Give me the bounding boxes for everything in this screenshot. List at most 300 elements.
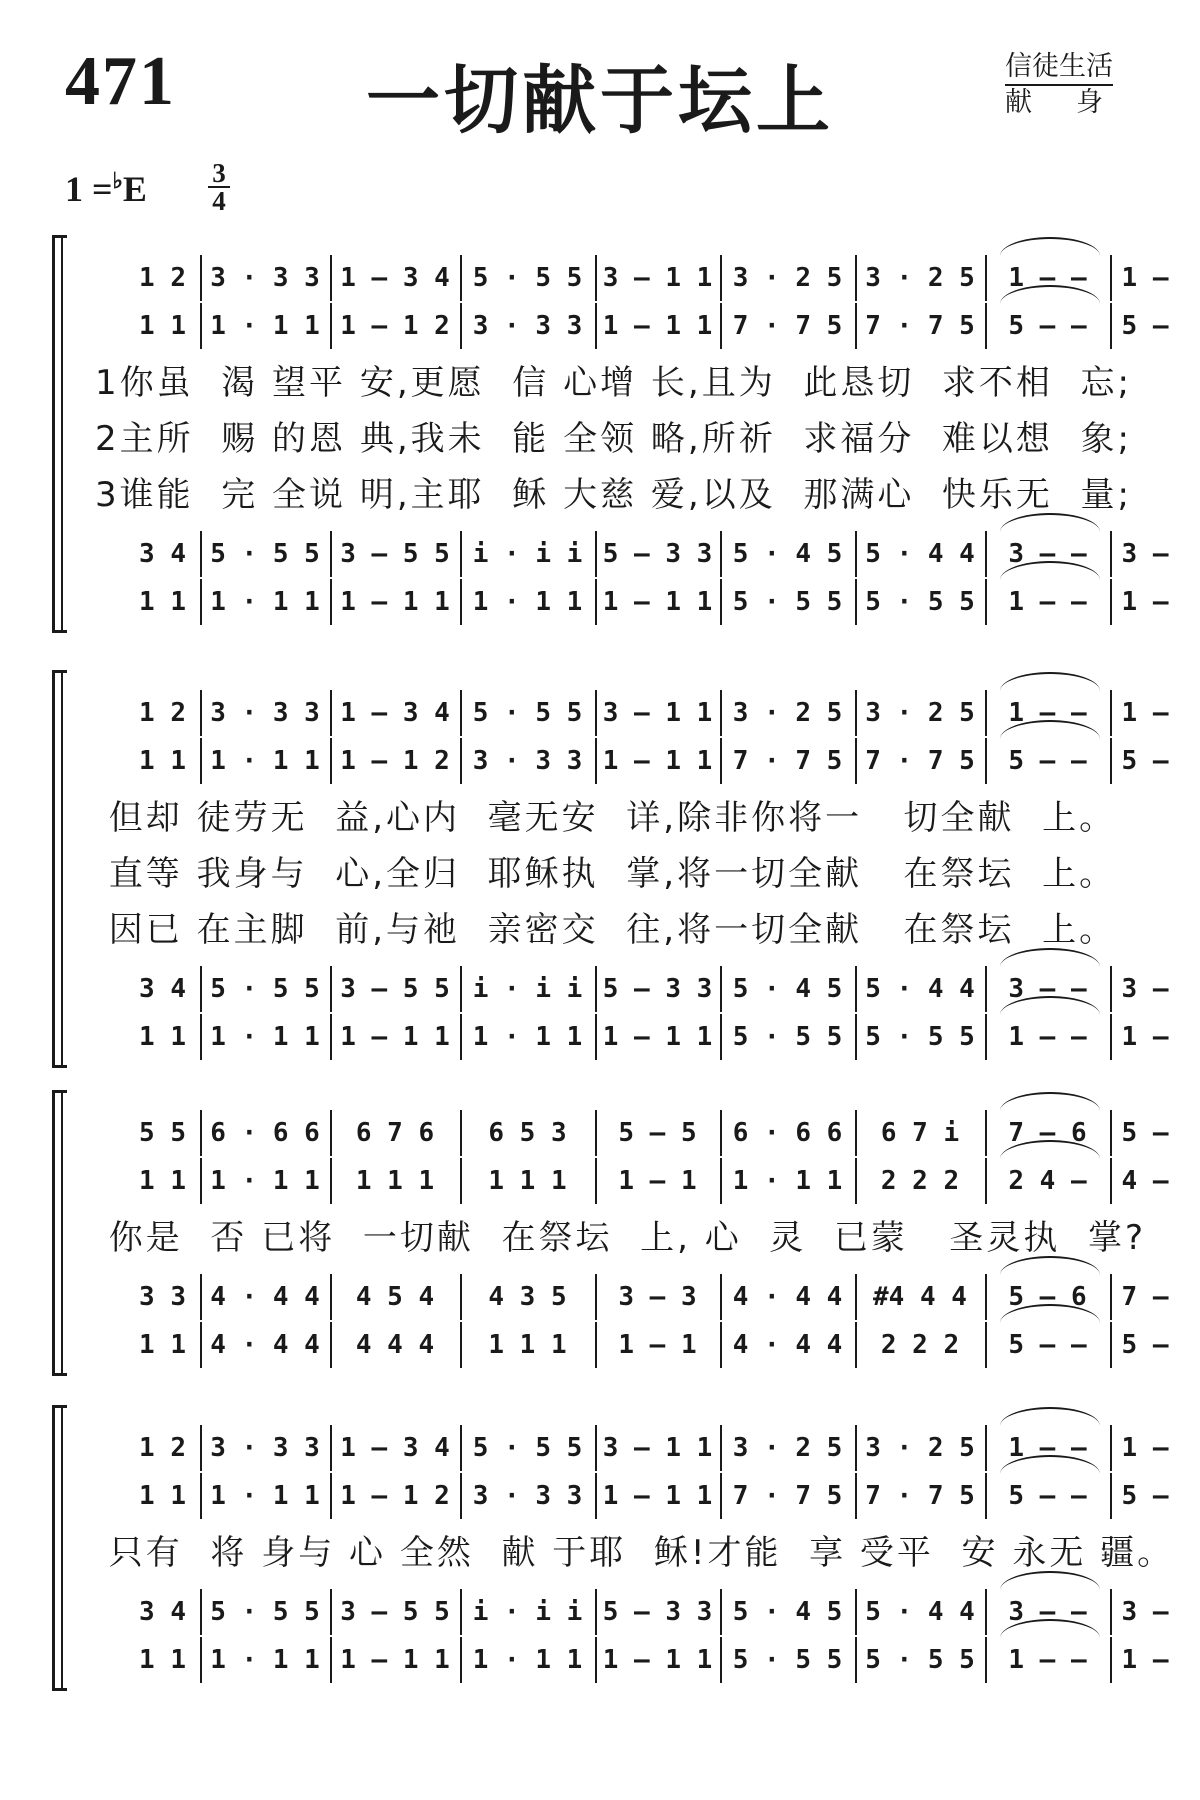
measure bbox=[206, 1274, 324, 1320]
barline bbox=[595, 1274, 597, 1320]
barline bbox=[720, 531, 722, 577]
barline bbox=[985, 738, 987, 784]
measure-notes: 3 – bbox=[1121, 1597, 1169, 1627]
measure-notes: 1 – 1 2 bbox=[340, 746, 450, 776]
measure bbox=[206, 1014, 324, 1060]
measure-notes: 1 – 1 1 bbox=[340, 587, 450, 617]
barline bbox=[330, 1425, 332, 1471]
measure-notes: 1 – 1 1 bbox=[602, 1481, 713, 1511]
measure-notes: 5 – bbox=[1121, 1481, 1169, 1511]
measure-notes: 2 2 2 bbox=[880, 1166, 960, 1196]
measure-notes: 3 · 3 3 bbox=[210, 698, 320, 728]
measure-notes: 1 2 bbox=[139, 263, 186, 293]
barline bbox=[330, 966, 332, 1012]
barline bbox=[460, 1637, 462, 1683]
measure-notes: 1 – – bbox=[1008, 1022, 1087, 1052]
measure-notes: 5 · 5 5 bbox=[732, 1022, 843, 1052]
measure-notes: 1 – 1 bbox=[618, 1330, 697, 1360]
measure-notes: 3 – 1 1 bbox=[602, 263, 713, 293]
measure bbox=[206, 1425, 324, 1471]
barline bbox=[1110, 531, 1112, 577]
measure-notes: 3 – – bbox=[1008, 539, 1087, 569]
measure-notes: 1 – bbox=[1121, 1022, 1169, 1052]
measure bbox=[601, 531, 714, 577]
measure-notes: 3 · 2 5 bbox=[732, 263, 843, 293]
barline bbox=[595, 738, 597, 784]
measure-notes: 5 – 3 3 bbox=[602, 974, 713, 1004]
barline bbox=[595, 690, 597, 736]
measure bbox=[131, 966, 194, 1012]
barline bbox=[855, 1589, 857, 1635]
barline bbox=[720, 690, 722, 736]
measure-notes: 2 2 2 bbox=[880, 1330, 960, 1360]
barline bbox=[460, 579, 462, 625]
barline bbox=[460, 531, 462, 577]
measure-notes: 5 · 5 5 bbox=[210, 1597, 320, 1627]
measure-notes: i · i i bbox=[472, 974, 583, 1004]
barline bbox=[200, 690, 202, 736]
measure bbox=[1116, 1322, 1174, 1368]
barline bbox=[1110, 1425, 1112, 1471]
barline bbox=[595, 1425, 597, 1471]
measure bbox=[206, 579, 324, 625]
measure bbox=[206, 1473, 324, 1519]
barline bbox=[985, 966, 987, 1012]
measure-notes: 1 – 1 2 bbox=[340, 1481, 450, 1511]
measure-notes: 5 · 5 5 bbox=[472, 1433, 583, 1463]
barline bbox=[1110, 1274, 1112, 1320]
measure-notes: 5 · 4 4 bbox=[865, 1597, 975, 1627]
measure-notes: 7 · 7 5 bbox=[865, 311, 975, 341]
measure-notes: 4 · 4 4 bbox=[210, 1330, 320, 1360]
measure bbox=[131, 1473, 194, 1519]
measure-notes: 5 – bbox=[1121, 746, 1169, 776]
measure bbox=[336, 531, 454, 577]
measure bbox=[726, 966, 849, 1012]
category-top: 信徒生活 bbox=[1005, 50, 1113, 86]
measure bbox=[1116, 1014, 1174, 1060]
measure bbox=[336, 255, 454, 301]
measure-notes: 6 · 6 6 bbox=[732, 1118, 843, 1148]
measure bbox=[206, 738, 324, 784]
measure bbox=[601, 1158, 714, 1204]
barline bbox=[595, 531, 597, 577]
measure bbox=[601, 1110, 714, 1156]
measure bbox=[466, 1274, 589, 1320]
barline bbox=[200, 1274, 202, 1320]
barline bbox=[985, 1110, 987, 1156]
measure bbox=[131, 1589, 194, 1635]
measure bbox=[601, 1425, 714, 1471]
measure-notes: 3 · 2 5 bbox=[732, 698, 843, 728]
barline bbox=[460, 303, 462, 349]
lyric-line: 你是 否 已将 一切献 在祭坛 上, 心 灵 已蒙 圣灵执 掌? bbox=[95, 1218, 1147, 1258]
measure-notes: 1 – 1 1 bbox=[602, 746, 713, 776]
barline bbox=[460, 1589, 462, 1635]
measure bbox=[131, 690, 194, 736]
measure bbox=[131, 255, 194, 301]
measure-notes: 1 – 3 4 bbox=[340, 263, 450, 293]
barline bbox=[855, 255, 857, 301]
barline bbox=[1110, 1473, 1112, 1519]
hymn-title: 一切献于坛上 bbox=[366, 58, 834, 144]
measure-notes: 1 1 bbox=[139, 311, 186, 341]
barline bbox=[855, 1425, 857, 1471]
measure bbox=[601, 1274, 714, 1320]
measure-notes: 5 · 4 5 bbox=[732, 1597, 843, 1627]
barline bbox=[200, 1425, 202, 1471]
measure-notes: 1 · 1 1 bbox=[210, 587, 320, 617]
barline bbox=[855, 1158, 857, 1204]
measure bbox=[131, 579, 194, 625]
barline bbox=[855, 1322, 857, 1368]
barline bbox=[460, 1014, 462, 1060]
measure bbox=[861, 1014, 979, 1060]
barline bbox=[855, 531, 857, 577]
barline bbox=[330, 1589, 332, 1635]
lyric-line: 直等 我身与 心,全归 耶稣执 掌,将一切全献 在祭坛 上。 bbox=[95, 854, 1117, 894]
barline bbox=[855, 690, 857, 736]
measure-notes: 1 – 1 1 bbox=[340, 1645, 450, 1675]
measure-notes: 1 – 1 1 bbox=[602, 1022, 713, 1052]
measure bbox=[726, 579, 849, 625]
measure bbox=[601, 738, 714, 784]
barline bbox=[330, 1110, 332, 1156]
barline bbox=[720, 1637, 722, 1683]
category-label bbox=[1005, 50, 1147, 120]
measure-notes: 1 · 1 1 bbox=[210, 311, 320, 341]
barline bbox=[1110, 738, 1112, 784]
barline bbox=[595, 1014, 597, 1060]
measure bbox=[726, 1637, 849, 1683]
measure bbox=[861, 579, 979, 625]
barline bbox=[720, 738, 722, 784]
measure bbox=[726, 531, 849, 577]
barline bbox=[1110, 1110, 1112, 1156]
barline bbox=[200, 579, 202, 625]
measure-notes: 5 – 3 3 bbox=[602, 1597, 713, 1627]
measure bbox=[726, 1589, 849, 1635]
measure bbox=[206, 966, 324, 1012]
measure-notes: 3 3 bbox=[139, 1282, 186, 1312]
measure bbox=[1116, 1473, 1174, 1519]
measure-notes: 3 · 3 3 bbox=[210, 1433, 320, 1463]
measure-notes: 1 – 1 1 bbox=[602, 587, 713, 617]
measure bbox=[601, 1637, 714, 1683]
measure-notes: 7 – 6 bbox=[1008, 1118, 1087, 1148]
measure bbox=[466, 1425, 589, 1471]
measure bbox=[726, 1473, 849, 1519]
measure-notes: 5 · 5 5 bbox=[472, 263, 583, 293]
measure bbox=[131, 1637, 194, 1683]
measure bbox=[601, 1322, 714, 1368]
measure-notes: 1 1 bbox=[139, 1022, 186, 1052]
measure bbox=[726, 1158, 849, 1204]
measure bbox=[206, 531, 324, 577]
measure-notes: 3 – 5 5 bbox=[340, 1597, 450, 1627]
measure-notes: 7 · 7 5 bbox=[865, 1481, 975, 1511]
key-signature bbox=[65, 168, 147, 210]
measure bbox=[1116, 1637, 1174, 1683]
measure-notes: 7 · 7 5 bbox=[732, 746, 843, 776]
measure-notes: 1 – 1 1 bbox=[602, 1645, 713, 1675]
measure-notes: 3 – 3 bbox=[618, 1282, 697, 1312]
barline bbox=[460, 1425, 462, 1471]
measure bbox=[336, 1637, 454, 1683]
measure-notes: 1 – – bbox=[1008, 1433, 1087, 1463]
time-top: 3 bbox=[212, 158, 226, 188]
measure-notes: 3 – 1 1 bbox=[602, 1433, 713, 1463]
barline bbox=[460, 255, 462, 301]
measure-notes: 5 · 5 5 bbox=[732, 587, 843, 617]
barline bbox=[1110, 1014, 1112, 1060]
tie-slur bbox=[1000, 1256, 1100, 1294]
barline bbox=[595, 303, 597, 349]
barline bbox=[1110, 1589, 1112, 1635]
measure bbox=[466, 690, 589, 736]
measure-notes: 1 2 bbox=[139, 698, 186, 728]
barline bbox=[330, 303, 332, 349]
barline bbox=[855, 1637, 857, 1683]
measure-notes: 1 · 1 1 bbox=[210, 1022, 320, 1052]
measure-notes: 7 · 7 5 bbox=[732, 1481, 843, 1511]
measure bbox=[861, 1425, 979, 1471]
measure-notes: 5 · 4 5 bbox=[732, 539, 843, 569]
barline bbox=[460, 1158, 462, 1204]
measure-notes: 1 – – bbox=[1008, 263, 1087, 293]
flat-sign: ♭ bbox=[112, 168, 123, 193]
measure-notes: 5 – 5 bbox=[618, 1118, 697, 1148]
measure-notes: 5 – bbox=[1121, 1118, 1169, 1148]
barline bbox=[855, 1110, 857, 1156]
measure-notes: 3 – 1 1 bbox=[602, 698, 713, 728]
barline bbox=[200, 966, 202, 1012]
barline bbox=[720, 1589, 722, 1635]
lyric-line: 3谁能 完 全说 明,主耶 稣 大慈 爱,以及 那满心 快乐无 量; bbox=[95, 475, 1133, 515]
measure bbox=[861, 531, 979, 577]
measure bbox=[206, 1158, 324, 1204]
barline bbox=[330, 1274, 332, 1320]
barline bbox=[720, 255, 722, 301]
measure bbox=[1116, 738, 1174, 784]
barline bbox=[330, 1322, 332, 1368]
barline bbox=[200, 1158, 202, 1204]
measure-notes: 4 · 4 4 bbox=[732, 1330, 843, 1360]
measure-notes: 1 · 1 1 bbox=[210, 1481, 320, 1511]
barline bbox=[595, 1158, 597, 1204]
measure-notes: 6 5 3 bbox=[488, 1118, 567, 1148]
key-prefix: 1 = bbox=[65, 169, 113, 209]
barline bbox=[855, 1274, 857, 1320]
measure-notes: 1 – 1 1 bbox=[602, 311, 713, 341]
measure bbox=[466, 1637, 589, 1683]
measure-notes: 3 · 3 3 bbox=[472, 1481, 583, 1511]
measure bbox=[601, 966, 714, 1012]
barline bbox=[460, 966, 462, 1012]
tie-slur bbox=[1000, 1304, 1100, 1342]
measure-notes: 1 · 1 1 bbox=[210, 1166, 320, 1196]
barline bbox=[985, 690, 987, 736]
measure-notes: 5 · 5 5 bbox=[865, 587, 975, 617]
barline bbox=[720, 966, 722, 1012]
tie-slur bbox=[1000, 1140, 1100, 1178]
measure bbox=[726, 1014, 849, 1060]
measure-notes: 1 1 bbox=[139, 746, 186, 776]
measure-notes: 3 · 3 3 bbox=[210, 263, 320, 293]
measure bbox=[131, 1425, 194, 1471]
measure-notes: 1 – 1 2 bbox=[340, 311, 450, 341]
measure bbox=[206, 1322, 324, 1368]
measure bbox=[466, 1322, 589, 1368]
measure bbox=[1116, 1425, 1174, 1471]
measure-notes: 5 · 5 5 bbox=[210, 974, 320, 1004]
barline bbox=[595, 1637, 597, 1683]
barline bbox=[330, 690, 332, 736]
measure bbox=[861, 1158, 979, 1204]
barline bbox=[330, 1473, 332, 1519]
measure bbox=[861, 1322, 979, 1368]
measure-notes: 5 – – bbox=[1008, 1481, 1087, 1511]
measure bbox=[601, 1473, 714, 1519]
measure bbox=[726, 303, 849, 349]
measure bbox=[1116, 1274, 1174, 1320]
barline bbox=[460, 1322, 462, 1368]
time-bottom: 4 bbox=[212, 186, 226, 216]
measure bbox=[466, 1158, 589, 1204]
measure-notes: 1 · 1 1 bbox=[210, 1645, 320, 1675]
measure bbox=[131, 1158, 194, 1204]
measure bbox=[861, 255, 979, 301]
measure bbox=[336, 1589, 454, 1635]
measure-notes: 5 – 6 bbox=[1008, 1282, 1087, 1312]
measure bbox=[206, 255, 324, 301]
barline bbox=[720, 579, 722, 625]
measure-notes: 6 · 6 6 bbox=[210, 1118, 320, 1148]
lyric-line: 2主所 赐 的恩 典,我未 能 全领 略,所祈 求福分 难以想 象; bbox=[95, 419, 1133, 459]
barline bbox=[595, 1110, 597, 1156]
barline bbox=[200, 738, 202, 784]
tie-slur bbox=[1000, 285, 1100, 323]
measure-notes: 1 · 1 1 bbox=[472, 1022, 583, 1052]
measure-notes: 3 · 3 3 bbox=[472, 746, 583, 776]
measure-notes: 3 · 2 5 bbox=[865, 263, 975, 293]
measure bbox=[726, 255, 849, 301]
barline bbox=[985, 1589, 987, 1635]
barline bbox=[855, 966, 857, 1012]
measure bbox=[206, 1110, 324, 1156]
tie-slur bbox=[1000, 1619, 1100, 1657]
barline bbox=[595, 579, 597, 625]
measure bbox=[861, 690, 979, 736]
tie-slur bbox=[1000, 672, 1100, 710]
barline bbox=[855, 738, 857, 784]
measure bbox=[861, 738, 979, 784]
measure-notes: 1 1 bbox=[139, 1481, 186, 1511]
measure-notes: 1 2 bbox=[139, 1433, 186, 1463]
barline bbox=[460, 1473, 462, 1519]
measure bbox=[336, 1473, 454, 1519]
barline bbox=[595, 1322, 597, 1368]
barline bbox=[720, 1425, 722, 1471]
barline bbox=[985, 1322, 987, 1368]
measure-notes: 1 – – bbox=[1008, 1645, 1087, 1675]
measure bbox=[1116, 579, 1174, 625]
barline bbox=[200, 1637, 202, 1683]
measure-notes: 6 7 i bbox=[880, 1118, 960, 1148]
measure-notes: 3 – bbox=[1121, 539, 1169, 569]
measure bbox=[1116, 1110, 1174, 1156]
measure bbox=[336, 1274, 454, 1320]
measure-notes: 1 – bbox=[1121, 1645, 1169, 1675]
barline bbox=[1110, 303, 1112, 349]
barline bbox=[200, 1589, 202, 1635]
measure-notes: 5 – – bbox=[1008, 746, 1087, 776]
lyric-line: 因已 在主脚 前,与祂 亲密交 往,将一切全献 在祭坛 上。 bbox=[95, 910, 1117, 950]
measure bbox=[861, 1473, 979, 1519]
measure bbox=[466, 1589, 589, 1635]
measure-notes: 1 – bbox=[1121, 698, 1169, 728]
measure-notes: 5 · 5 5 bbox=[865, 1022, 975, 1052]
measure-notes: 3 · 3 3 bbox=[472, 311, 583, 341]
measure bbox=[861, 303, 979, 349]
measure-notes: 4 4 4 bbox=[355, 1330, 435, 1360]
measure bbox=[336, 1014, 454, 1060]
measure bbox=[131, 738, 194, 784]
measure bbox=[601, 255, 714, 301]
measure-notes: 1 – bbox=[1121, 263, 1169, 293]
barline bbox=[460, 1110, 462, 1156]
measure bbox=[726, 738, 849, 784]
measure bbox=[861, 1110, 979, 1156]
measure bbox=[131, 531, 194, 577]
measure-notes: 3 · 2 5 bbox=[865, 1433, 975, 1463]
measure-notes: i · i i bbox=[472, 539, 583, 569]
barline bbox=[595, 966, 597, 1012]
measure bbox=[466, 303, 589, 349]
measure-notes: 5 5 bbox=[139, 1118, 186, 1148]
barline bbox=[985, 1473, 987, 1519]
measure bbox=[601, 1589, 714, 1635]
measure-notes: 5 – – bbox=[1008, 1330, 1087, 1360]
barline bbox=[460, 1274, 462, 1320]
tie-slur bbox=[1000, 1571, 1100, 1609]
measure-notes: 3 – – bbox=[1008, 974, 1087, 1004]
measure-notes: 5 · 5 5 bbox=[210, 539, 320, 569]
measure bbox=[131, 1110, 194, 1156]
measure bbox=[336, 966, 454, 1012]
barline bbox=[330, 1014, 332, 1060]
barline bbox=[200, 1014, 202, 1060]
measure-notes: 3 – 5 5 bbox=[340, 539, 450, 569]
measure bbox=[861, 966, 979, 1012]
barline bbox=[985, 1425, 987, 1471]
barline bbox=[985, 579, 987, 625]
barline bbox=[985, 1274, 987, 1320]
measure-notes: 7 – bbox=[1121, 1282, 1169, 1312]
barline bbox=[200, 531, 202, 577]
measure bbox=[336, 1110, 454, 1156]
measure-notes: 1 – bbox=[1121, 1433, 1169, 1463]
key-note: E bbox=[122, 169, 147, 209]
lyric-line: 1你虽 渴 望平 安,更愿 信 心增 长,且为 此恳切 求不相 忘; bbox=[95, 363, 1133, 403]
measure-notes: 7 · 7 5 bbox=[732, 311, 843, 341]
measure-notes: 5 · 5 5 bbox=[732, 1645, 843, 1675]
measure bbox=[466, 579, 589, 625]
measure-notes: 5 – 3 3 bbox=[602, 539, 713, 569]
tie-slur bbox=[1000, 1407, 1100, 1445]
barline bbox=[460, 690, 462, 736]
barline bbox=[855, 1014, 857, 1060]
